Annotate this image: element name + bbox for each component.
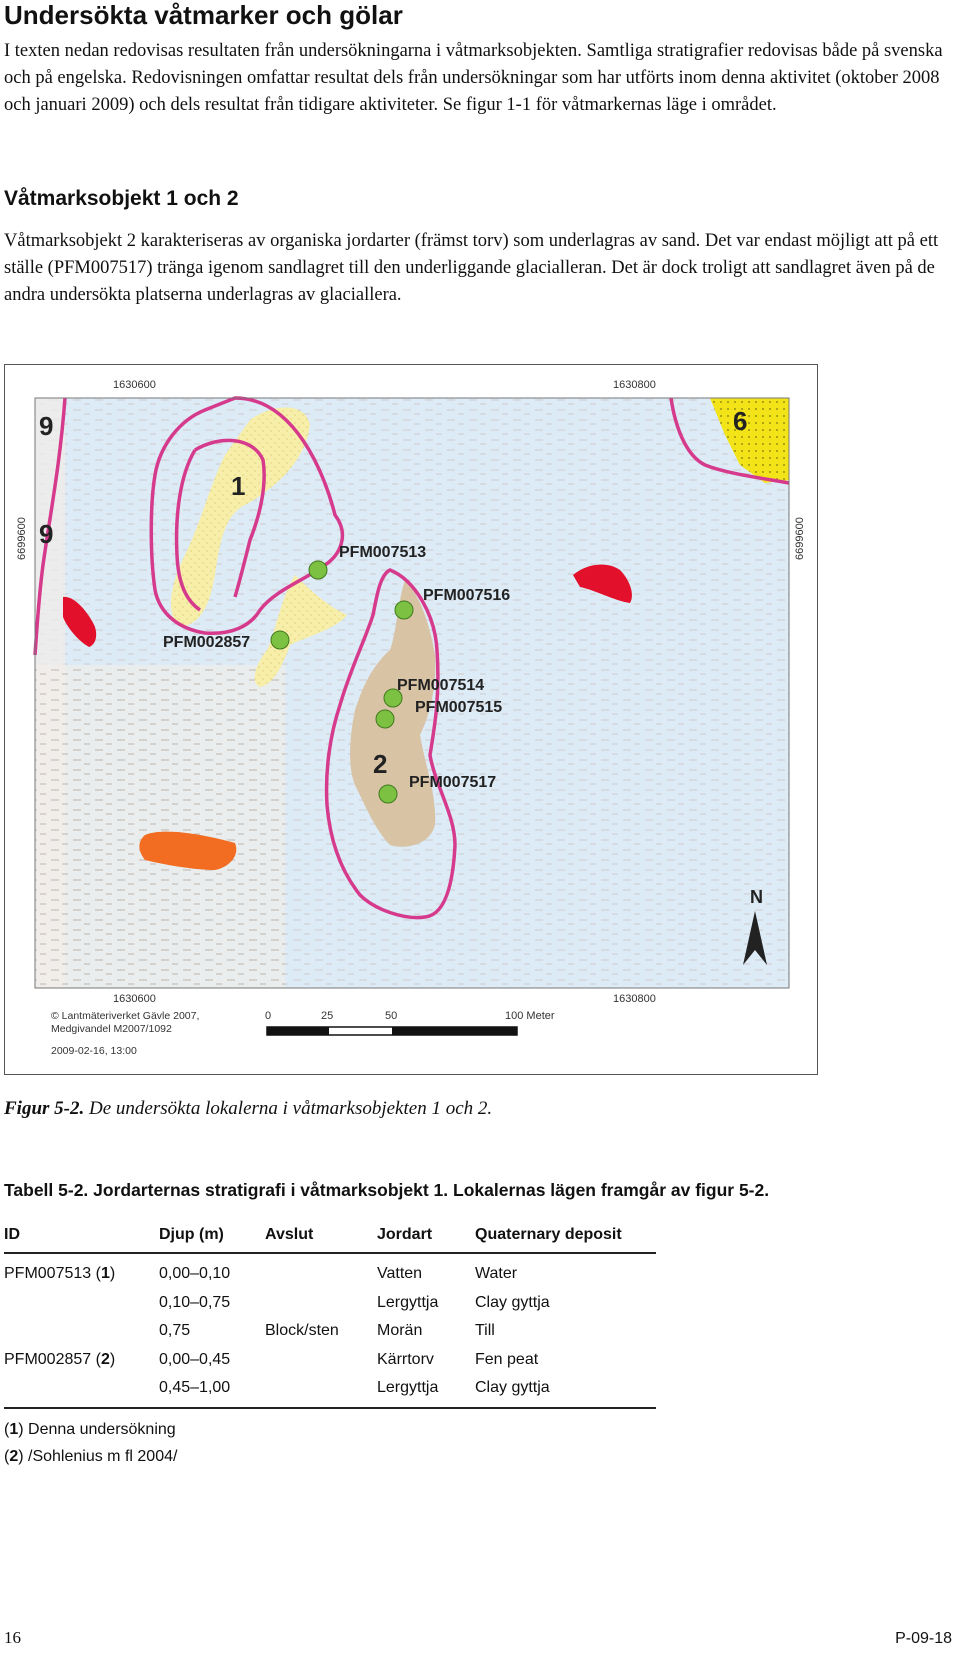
note-2: (2) /Sohlenius m fl 2004/	[4, 1448, 178, 1465]
table-row	[4, 1374, 656, 1408]
cell-end	[265, 1346, 377, 1375]
table-header-row	[4, 1220, 656, 1253]
coord-right: 6699600	[794, 517, 806, 560]
coord-top-right: 1630800	[613, 379, 656, 391]
cell-deposit: Fen peat	[475, 1350, 539, 1368]
cell-soil: Vatten	[377, 1265, 423, 1283]
table-row	[4, 1289, 656, 1318]
cell-depth: 0,10–0,75	[159, 1293, 231, 1311]
cell-depth: 0,00–0,10	[159, 1265, 231, 1283]
note-2-num: 2	[9, 1448, 19, 1465]
note-1-num: 1	[9, 1421, 19, 1438]
point-pfm007515	[376, 710, 394, 728]
coord-bottom-left: 1630600	[113, 993, 156, 1005]
cell-end	[265, 1289, 377, 1318]
table-row	[4, 1346, 656, 1375]
label-pfm007514: PFM007514	[397, 677, 485, 694]
object-label-9-mid: 9	[39, 519, 54, 549]
object-label-2: 2	[373, 749, 388, 779]
page-heading: Undersökta våtmarker och gölar	[4, 0, 403, 30]
copyright-line-3: 2009-02-16, 13:00	[51, 1045, 137, 1057]
table-row	[4, 1253, 656, 1289]
label-pfm007517: PFM007517	[409, 774, 497, 791]
header-depth: Djup (m)	[159, 1220, 265, 1253]
object-label-9-top: 9	[39, 411, 54, 441]
header-deposit: Quaternary deposit	[475, 1220, 656, 1253]
label-pfm007515: PFM007515	[415, 699, 503, 716]
scale-label-0: 0	[265, 1010, 272, 1022]
header-end: Avslut	[265, 1220, 377, 1253]
coord-bottom-right: 1630800	[613, 993, 656, 1005]
point-pfm007513	[309, 561, 327, 579]
cell-deposit: Clay gyttja	[475, 1293, 550, 1311]
point-pfm007516	[395, 601, 413, 619]
cell-soil: Kärrtorv	[377, 1350, 434, 1368]
cell-deposit: Till	[475, 1322, 495, 1340]
cell-end	[265, 1374, 377, 1408]
intro-paragraph: I texten nedan redovisas resultaten från undersökningarna i våtmarksobjekten. Samtliga stratigrafier redovisas både på svenska och på engelska. Redovisningen omfattar resultat dels från undersökningar som har utförts inom denna aktivitet (oktober 2008 och januari 2009) och dels resultat från tidigare aktiviteter. Se figur 1-1 för våtmarkernas läge i området.	[4, 41, 943, 115]
north-label: N	[750, 887, 763, 907]
label-pfm002857: PFM002857	[163, 634, 251, 651]
section-paragraph: Våtmarksobjekt 2 karakteriseras av organiska jordarter (främst torv) som underlagras av sand. Det var endast möjligt att på ett ställe (PFM007517) tränga igenom sandlagret till den underliggande glacialleran. Det är dock troligt att sandlagret även på de andra undersökta platserna underlagras av glaciallera.	[4, 231, 939, 305]
table-title: Tabell 5-2. Jordarternas stratigrafi i våtmarksobjekt 1. Lokalernas lägen framgår av figur 5-2.	[4, 1180, 770, 1200]
cell-soil: Lergyttja	[377, 1293, 439, 1311]
table-notes	[4, 1416, 177, 1470]
cell-soil: Morän	[377, 1322, 423, 1340]
point-pfm002857	[271, 631, 289, 649]
coord-top-left: 1630600	[113, 379, 156, 391]
caption-label: Figur 5-2.	[4, 1098, 85, 1119]
object-label-6: 6	[733, 406, 748, 436]
cell-id: PFM002857 (2)	[4, 1350, 116, 1368]
cell-deposit: Water	[475, 1265, 518, 1283]
cell-soil: Lergyttja	[377, 1374, 475, 1408]
cell-id	[4, 1317, 159, 1346]
cell-depth: 0,75	[159, 1322, 191, 1340]
cell-depth: 0,00–0,45	[159, 1350, 231, 1368]
section-heading: Våtmarksobjekt 1 och 2	[4, 187, 239, 210]
point-pfm007517	[379, 785, 397, 803]
cell-id	[4, 1289, 159, 1318]
label-pfm007516: PFM007516	[423, 587, 511, 604]
header-soil: Jordart	[377, 1220, 475, 1253]
copyright-line-1: © Lantmäteriverket Gävle 2007,	[51, 1010, 200, 1022]
cell-deposit: Clay gyttja	[475, 1374, 656, 1408]
caption-text: De undersökta lokalerna i våtmarksobjekten 1 och 2.	[89, 1098, 493, 1119]
scale-label-50: 50	[385, 1010, 398, 1022]
page-number: 16	[4, 1628, 21, 1647]
table-row	[4, 1317, 656, 1346]
note-1-text: Denna undersökning	[23, 1421, 176, 1438]
cell-end: Block/sten	[265, 1322, 339, 1340]
copyright-line-2: Medgivandel M2007/1092	[51, 1023, 172, 1035]
note-1: (1) Denna undersökning	[4, 1421, 176, 1438]
cell-id: PFM007513 (1)	[4, 1265, 116, 1283]
header-id: ID	[4, 1220, 159, 1253]
coord-left: 6699600	[16, 517, 28, 560]
wetland-map	[4, 364, 818, 1075]
report-number: P-09-18	[895, 1630, 952, 1647]
object-label-1: 1	[231, 471, 246, 501]
label-pfm007513: PFM007513	[339, 544, 427, 561]
figure-caption	[4, 1098, 492, 1120]
scale-label-100: 100 Meter	[505, 1010, 555, 1022]
stratigraphy-table	[4, 1220, 656, 1409]
cell-depth: 0,45–1,00	[159, 1374, 265, 1408]
note-2-text: /Sohlenius m fl 2004/	[23, 1448, 178, 1465]
cell-end	[265, 1253, 377, 1289]
cell-id	[4, 1374, 159, 1408]
scale-label-25: 25	[321, 1010, 334, 1022]
